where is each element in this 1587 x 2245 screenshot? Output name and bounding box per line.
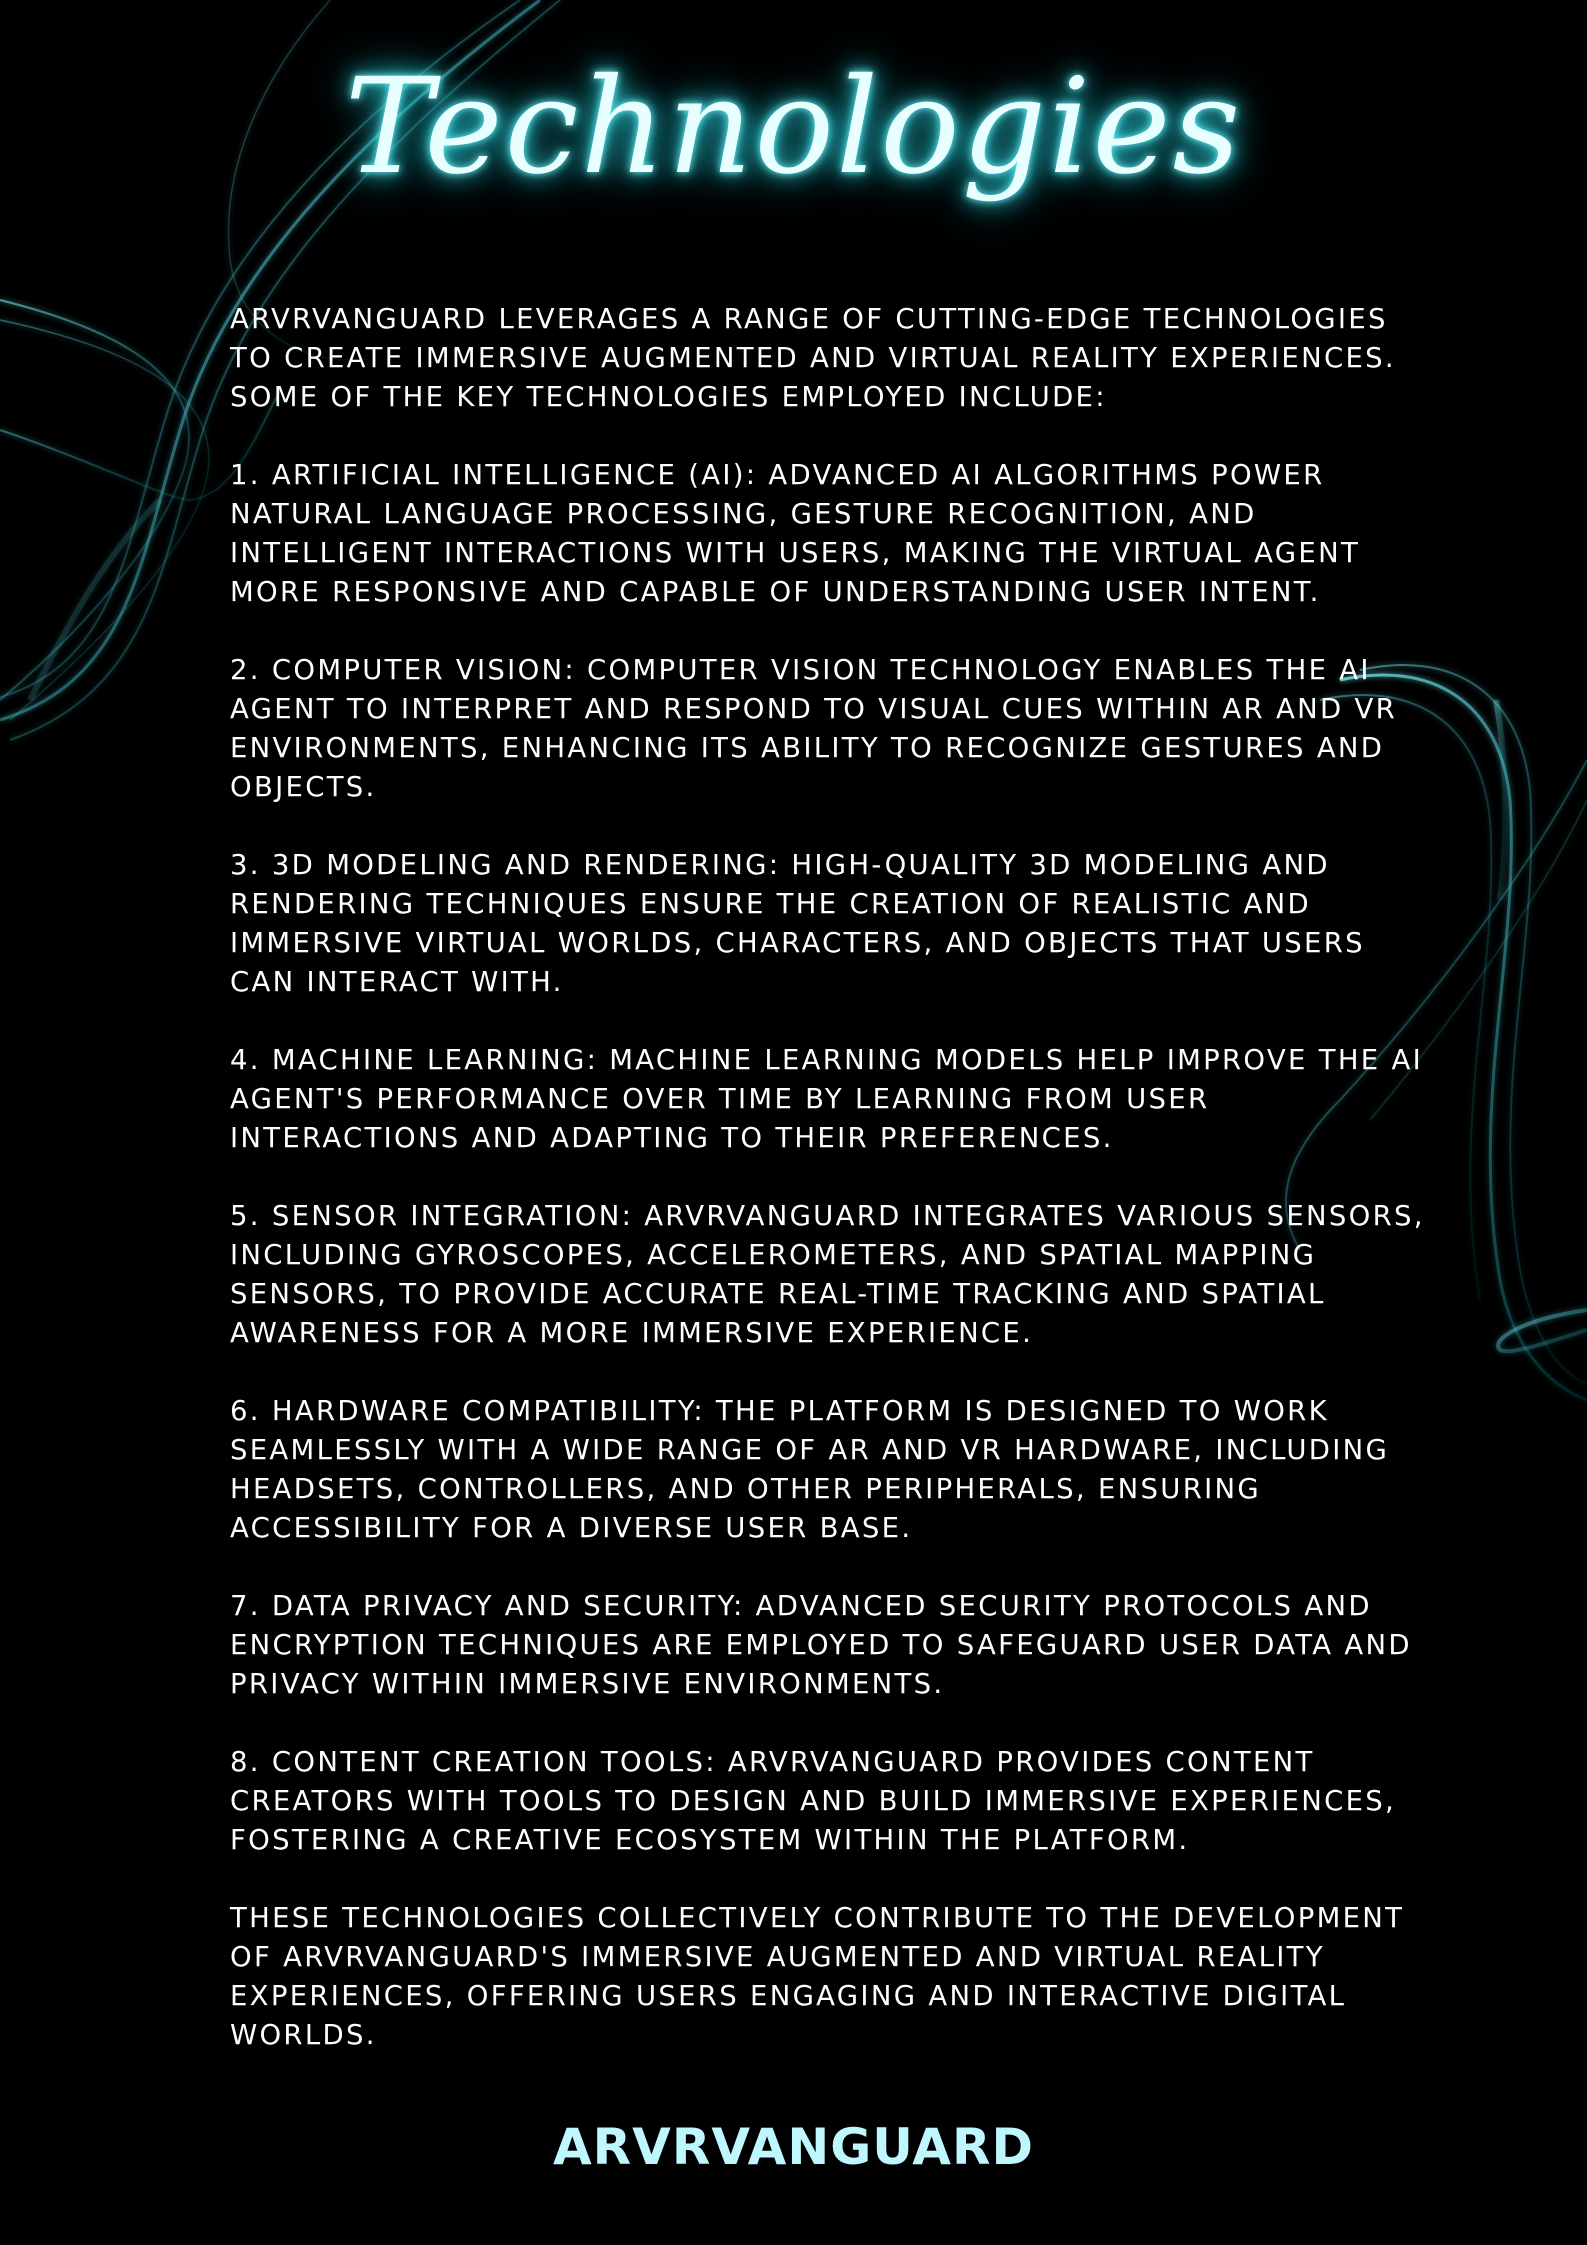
list-item: 2. COMPUTER VISION: COMPUTER VISION TECHNOLOGY ENABLES THE AI AGENT TO INTERPRET AND RESPOND TO VISUAL CUES WITHIN AR AND VR ENVIRONMENTS, ENHANCING ITS ABILITY TO RECOGNIZE GESTURES AND OBJECTS.: [230, 654, 1397, 803]
list-item: 6. HARDWARE COMPATIBILITY: THE PLATFORM IS DESIGNED TO WORK SEAMLESSLY WITH A WIDE RANGE OF AR AND VR HARDWARE, INCLUDING HEADSETS, CONTROLLERS, AND OTHER PERIPHERALS, ENSURING ACCESSIBILITY FOR A DIVERSE USER BASE.: [230, 1395, 1390, 1544]
intro-paragraph: ARVRVANGUARD LEVERAGES A RANGE OF CUTTING-EDGE TECHNOLOGIES TO CREATE IMMERSIVE AUGMENTED AND VIRTUAL REALITY EXPERIENCES. SOME OF THE KEY TECHNOLOGIES EMPLOYED INCLUDE:: [230, 303, 1396, 413]
list-item: 7. DATA PRIVACY AND SECURITY: ADVANCED SECURITY PROTOCOLS AND ENCRYPTION TECHNIQUES ARE EMPLOYED TO SAFEGUARD USER DATA AND PRIVACY WITHIN IMMERSIVE ENVIRONMENTS.: [230, 1590, 1412, 1700]
body-text: [230, 300, 1430, 2094]
list-item: 8. CONTENT CREATION TOOLS: ARVRVANGUARD PROVIDES CONTENT CREATORS WITH TOOLS TO DESIGN AND BUILD IMMERSIVE EXPERIENCES, FOSTERING A CREATIVE ECOSYSTEM WITHIN THE PLATFORM.: [230, 1746, 1397, 1856]
list-item: 1. ARTIFICIAL INTELLIGENCE (AI): ADVANCED AI ALGORITHMS POWER NATURAL LANGUAGE PROCESSING, GESTURE RECOGNITION, AND INTELLIGENT INTERACTIONS WITH USERS, MAKING THE VIRTUAL AGENT MORE RESPONSIVE AND CAPABLE OF UNDERSTANDING USER INTENT.: [230, 459, 1361, 608]
conclusion-paragraph: THESE TECHNOLOGIES COLLECTIVELY CONTRIBUTE TO THE DEVELOPMENT OF ARVRVANGUARD'S IMMERSIVE AUGMENTED AND VIRTUAL REALITY EXPERIENCES, OFFERING USERS ENGAGING AND INTERACTIVE DIGITAL WORLDS.: [230, 1902, 1405, 2051]
list-item: 4. MACHINE LEARNING: MACHINE LEARNING MODELS HELP IMPROVE THE AI AGENT'S PERFORMANCE OVER TIME BY LEARNING FROM USER INTERACTIONS AND ADAPTING TO THEIR PREFERENCES.: [230, 1044, 1424, 1154]
list-item: 5. SENSOR INTEGRATION: ARVRVANGUARD INTEGRATES VARIOUS SENSORS, INCLUDING GYROSCOPES, ACCELEROMETERS, AND SPATIAL MAPPING SENSORS, TO PROVIDE ACCURATE REAL-TIME TRACKING AND SPATIAL AWARENESS FOR A MORE IMMERSIVE EXPERIENCE.: [230, 1200, 1425, 1349]
list-item: 3. 3D MODELING AND RENDERING: HIGH-QUALITY 3D MODELING AND RENDERING TECHNIQUES ENSURE THE CREATION OF REALISTIC AND IMMERSIVE VIRTUAL WORLDS, CHARACTERS, AND OBJECTS THAT USERS CAN INTERACT WITH.: [230, 849, 1365, 998]
page-title: Technologies: [344, 50, 1243, 204]
brand-wordmark: ARVRVANGUARD: [552, 2118, 1035, 2176]
